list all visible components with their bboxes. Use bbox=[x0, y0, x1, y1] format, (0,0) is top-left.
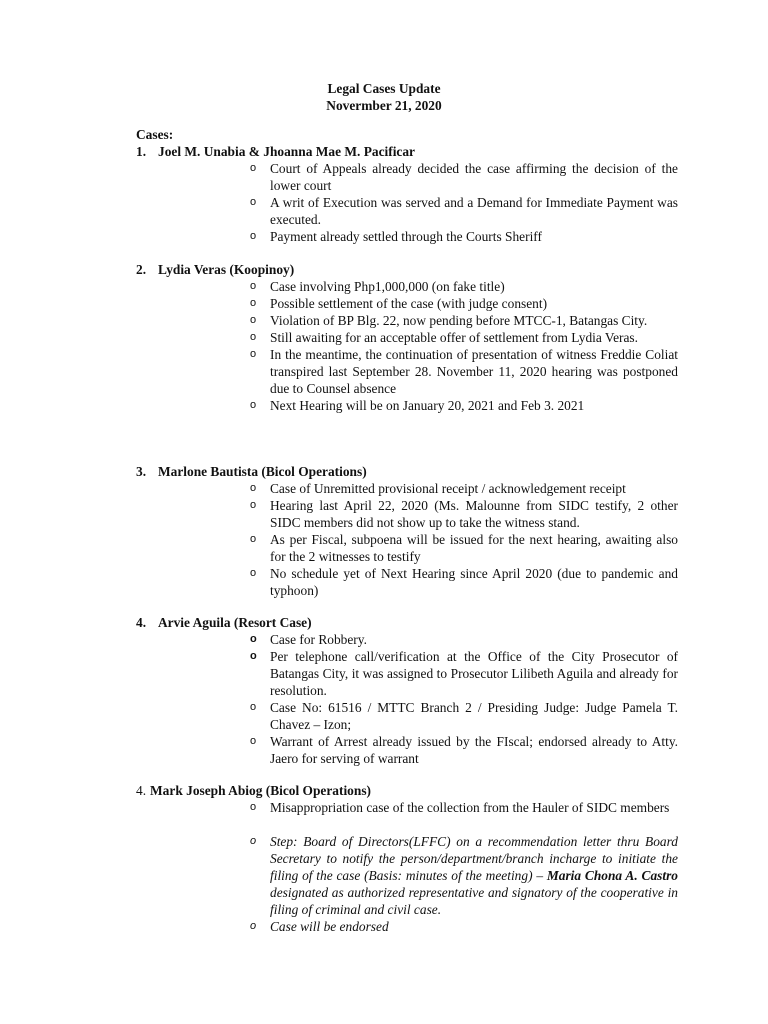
list-item: o Case No: 61516 / MTTC Branch 2 / Presiding Judge: Judge Pamela T. Chavez – Izon; bbox=[250, 700, 678, 732]
list-item: o A writ of Execution was served and a Demand for Immediate Payment was executed. bbox=[250, 195, 678, 227]
case-4-items bbox=[250, 631, 678, 767]
bullet-icon: o bbox=[250, 567, 257, 579]
list-item: o Case of Unremitted provisional receipt / acknowledgement receipt bbox=[250, 481, 626, 496]
bullet-icon: o bbox=[250, 920, 257, 932]
case-title: Lydia Veras (Koopinoy) bbox=[158, 262, 295, 277]
list-item: o Misappropriation case of the collection from the Hauler of SIDC members bbox=[250, 800, 670, 815]
cases-label: Cases: bbox=[136, 127, 174, 142]
case-number: 4. bbox=[136, 615, 147, 630]
case-title: Mark Joseph Abiog (Bicol Operations) bbox=[150, 783, 371, 798]
case-number: 3. bbox=[136, 464, 147, 479]
list-item: o Step: Board of Directors(LFFC) on a recommendation letter thru Board Secretary to notify the person/department/branch incharge to initiate the filing of the case (Basis: minutes of the meeting) – Maria Chona A. Castro designated as authorized representative and signatory of the cooperative in filing of criminal and civil case. bbox=[250, 834, 678, 917]
list-item: o Court of Appeals already decided the case affirming the decision of the lower court bbox=[250, 161, 678, 193]
bullet-icon: o bbox=[250, 162, 257, 174]
bullet-icon: o bbox=[250, 297, 257, 309]
list-item: o Warrant of Arrest already issued by the FIscal; endorsed already to Atty. Jaero for serving of warrant bbox=[250, 734, 678, 766]
bullet-icon: o bbox=[250, 196, 257, 208]
list-item: o No schedule yet of Next Hearing since April 2020 (due to pandemic and typhoon) bbox=[250, 566, 678, 598]
case-3-heading bbox=[136, 463, 367, 480]
representative-name: Maria Chona A. Castro bbox=[546, 868, 678, 883]
bullet-icon: o bbox=[250, 399, 257, 411]
case-2-items bbox=[250, 278, 678, 414]
document-title: Legal Cases Update bbox=[327, 81, 441, 96]
bullet-icon: o bbox=[250, 280, 257, 292]
document-date: Novermber 21, 2020 bbox=[326, 98, 442, 113]
case-number: 4. bbox=[136, 783, 147, 798]
case-title: Joel M. Unabia & Jhoanna Mae M. Pacificar bbox=[158, 144, 415, 159]
bullet-icon: o bbox=[250, 735, 257, 747]
bullet-icon: o bbox=[250, 314, 257, 326]
list-item: o Next Hearing will be on January 20, 2021 and Feb 3. 2021 bbox=[250, 398, 585, 413]
list-item: o Case involving Php1,000,000 (on fake title) bbox=[250, 279, 505, 294]
bullet-icon: o bbox=[250, 331, 257, 343]
case-1-heading bbox=[136, 143, 415, 160]
case-4-heading bbox=[136, 614, 312, 631]
bullet-icon: o bbox=[250, 650, 257, 662]
bullet-icon: o bbox=[250, 499, 257, 511]
list-item: o Violation of BP Blg. 22, now pending before MTCC-1, Batangas City. bbox=[250, 313, 648, 328]
list-item: o In the meantime, the continuation of presentation of witness Freddie Coliat transpired last September 28. November 11, 2020 hearing was postponed due to Counsel absence bbox=[250, 347, 678, 396]
bullet-icon: o bbox=[250, 633, 257, 645]
case-number: 2. bbox=[136, 262, 147, 277]
bullet-icon: o bbox=[250, 701, 257, 713]
bullet-icon: o bbox=[250, 533, 257, 545]
bullet-icon: o bbox=[250, 482, 257, 494]
list-item: o Possible settlement of the case (with judge consent) bbox=[250, 296, 548, 311]
list-item: o Payment already settled through the Courts Sheriff bbox=[250, 229, 542, 244]
list-item: o Case will be endorsed bbox=[250, 919, 389, 934]
case-5-items bbox=[250, 799, 678, 816]
bullet-icon: o bbox=[250, 348, 257, 360]
case-5-heading bbox=[136, 782, 371, 799]
list-item: o As per Fiscal, subpoena will be issued for the next hearing, awaiting also for the 2 witnesses to testify bbox=[250, 532, 678, 564]
bullet-icon: o bbox=[250, 835, 257, 847]
case-number: 1. bbox=[136, 144, 147, 159]
case-5-steps bbox=[250, 833, 678, 935]
case-title: Marlone Bautista (Bicol Operations) bbox=[158, 464, 367, 479]
bullet-icon: o bbox=[250, 801, 257, 813]
list-item: o Case for Robbery. bbox=[250, 632, 367, 647]
case-2-heading bbox=[136, 261, 294, 278]
case-3-items bbox=[250, 480, 678, 599]
list-item: o Hearing last April 22, 2020 (Ms. Malounne from SIDC testify, 2 other SIDC members did not show up to take the witness stand. bbox=[250, 498, 678, 530]
list-item: o Per telephone call/verification at the Office of the City Prosecutor of Batangas City, it was assigned to Prosecutor Lilibeth Aguila and already for resolution. bbox=[250, 649, 678, 698]
case-title: Arvie Aguila (Resort Case) bbox=[158, 615, 312, 630]
bullet-icon: o bbox=[250, 230, 257, 242]
case-1-items bbox=[250, 160, 678, 245]
list-item: o Still awaiting for an acceptable offer of settlement from Lydia Veras. bbox=[250, 330, 638, 345]
